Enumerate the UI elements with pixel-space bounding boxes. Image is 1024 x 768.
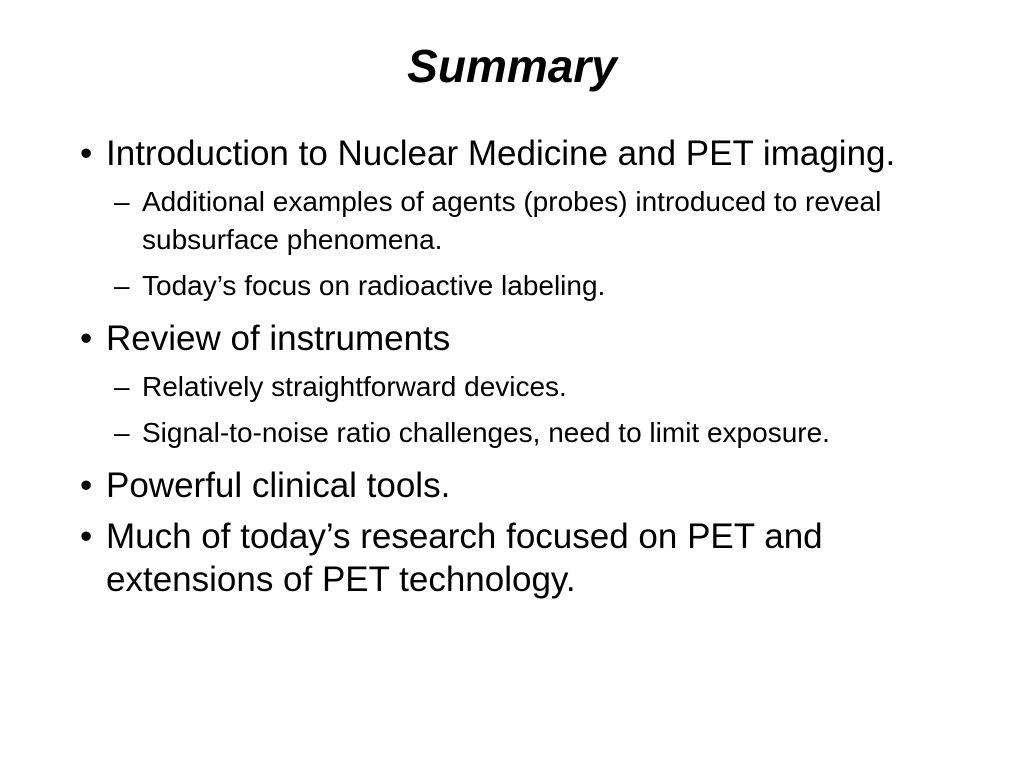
bullet-text: Introduction to Nuclear Medicine and PET imaging.	[106, 134, 896, 173]
bullet-marker: •	[80, 517, 93, 556]
dash-marker: –	[114, 417, 130, 448]
sub-list	[80, 368, 960, 452]
sub-list	[80, 183, 960, 305]
bullet-text: Much of today’s research focused on PET and extensions of PET technology.	[106, 517, 823, 599]
dash-marker: –	[114, 371, 130, 402]
slide-title: Summary	[407, 40, 617, 92]
bullet-item-research	[80, 515, 960, 601]
sub-item-agents	[80, 183, 960, 259]
bullet-list	[80, 132, 960, 609]
bullet-marker: •	[80, 319, 93, 358]
dash-marker: –	[114, 270, 130, 301]
sub-item-text: Signal-to-noise ratio challenges, need to limit exposure.	[142, 417, 830, 448]
sub-item-text: Additional examples of agents (probes) introduced to reveal subsurface phenomena.	[142, 186, 882, 255]
bullet-item-clinical-tools	[80, 464, 960, 507]
bullet-marker: •	[80, 466, 93, 505]
sub-item-devices	[80, 368, 960, 406]
dash-marker: –	[114, 186, 130, 217]
sub-item-radioactive-labeling	[80, 267, 960, 305]
bullet-item-instruments	[80, 317, 960, 360]
bullet-text: Powerful clinical tools.	[106, 466, 451, 505]
bullet-text: Review of instruments	[106, 319, 451, 358]
bullet-item-nuclear-medicine	[80, 132, 960, 175]
bullet-marker: •	[80, 134, 93, 173]
sub-item-text: Today’s focus on radioactive labeling.	[142, 270, 606, 301]
sub-item-signal-to-noise	[80, 414, 960, 452]
sub-item-text: Relatively straightforward devices.	[142, 371, 567, 402]
